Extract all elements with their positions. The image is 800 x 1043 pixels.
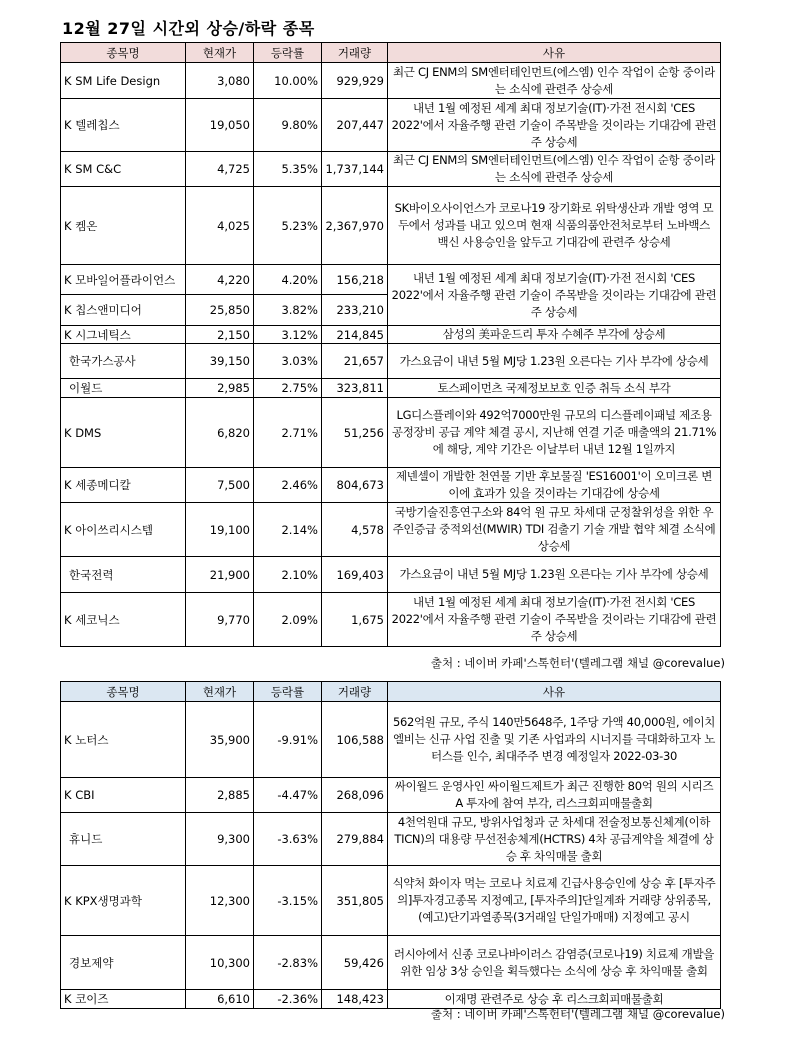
stock-reason: 제넨셀이 개발한 천연물 기반 후보물질 'ES16001'이 오미크론 변이에 효과가 있을 것이라는 기대감에 상승세 bbox=[388, 468, 721, 503]
table-row bbox=[61, 593, 721, 647]
table-row bbox=[61, 398, 721, 468]
stock-volume: 214,845 bbox=[322, 326, 388, 344]
stock-change: -9.91% bbox=[254, 702, 322, 778]
stock-change: 5.35% bbox=[254, 152, 322, 187]
stock-price: 19,100 bbox=[186, 503, 254, 557]
losers-table bbox=[60, 681, 721, 1009]
stock-change: 2.71% bbox=[254, 398, 322, 468]
stock-volume: 169,403 bbox=[322, 557, 388, 593]
stock-price: 2,150 bbox=[186, 326, 254, 344]
stock-reason: 562억원 규모, 주식 140만5648주, 1주당 가액 40,000원, 에이치엘비는 신규 사업 진출 및 기존 사업과의 시너지를 극대화하고자 노터스를 인수, 최대주주 변경 예정일자 2022-03-30 bbox=[388, 702, 721, 778]
stock-volume: 106,588 bbox=[322, 702, 388, 778]
stock-name: K 세종메디칼 bbox=[61, 468, 186, 503]
stock-price: 10,300 bbox=[186, 936, 254, 990]
stock-change: 2.46% bbox=[254, 468, 322, 503]
stock-reason: 가스요금이 내년 5월 MJ당 1.23원 오른다는 기사 부각에 상승세 bbox=[388, 557, 721, 593]
stock-name: K KPX생명과학 bbox=[61, 866, 186, 936]
stock-name: 휴니드 bbox=[61, 813, 186, 866]
header-reason: 사유 bbox=[388, 43, 721, 63]
stock-name: K 텔레칩스 bbox=[61, 99, 186, 152]
stock-reason: 최근 CJ ENM의 SM엔터테인먼트(에스엠) 인수 작업이 순항 중이라는 소식에 관련주 상승세 bbox=[388, 152, 721, 187]
stock-name: K 켐온 bbox=[61, 187, 186, 265]
header-change: 등락률 bbox=[254, 682, 322, 702]
stock-volume: 804,673 bbox=[322, 468, 388, 503]
page-title: 12월 27일 시간외 상승/하락 종목 bbox=[62, 19, 315, 38]
header-volume: 거래량 bbox=[322, 682, 388, 702]
stock-volume: 279,884 bbox=[322, 813, 388, 866]
stock-volume: 323,811 bbox=[322, 379, 388, 398]
table-row bbox=[61, 63, 721, 99]
table-row bbox=[61, 326, 721, 344]
stock-name: K 세코닉스 bbox=[61, 593, 186, 647]
stock-reason: 내년 1월 예정된 세계 최대 정보기술(IT)·가전 전시회 'CES 2022'에서 자율주행 관련 기술이 주목받을 것이라는 기대감에 관련주 상승세 bbox=[388, 99, 721, 152]
stock-price: 4,025 bbox=[186, 187, 254, 265]
stock-reason: 가스요금이 내년 5월 MJ당 1.23원 오른다는 기사 부각에 상승세 bbox=[388, 344, 721, 379]
stock-volume: 4,578 bbox=[322, 503, 388, 557]
stock-volume: 148,423 bbox=[322, 990, 388, 1009]
stock-change: 3.12% bbox=[254, 326, 322, 344]
stock-reason: 내년 1월 예정된 세계 최대 정보기술(IT)·가전 전시회 'CES 2022'에서 자율주행 관련 기술이 주목받을 것이라는 기대감에 관련주 상승세 bbox=[388, 593, 721, 647]
stock-change: 2.10% bbox=[254, 557, 322, 593]
header-volume: 거래량 bbox=[322, 43, 388, 63]
stock-reason: 삼성의 美파운드리 투자 수혜주 부각에 상승세 bbox=[388, 326, 721, 344]
stock-name: 이월드 bbox=[61, 379, 186, 398]
stock-change: 5.23% bbox=[254, 187, 322, 265]
stock-volume: 207,447 bbox=[322, 99, 388, 152]
stock-change: -2.36% bbox=[254, 990, 322, 1009]
stock-price: 2,885 bbox=[186, 778, 254, 813]
table-row bbox=[61, 468, 721, 503]
table-row bbox=[61, 265, 721, 295]
stock-change: -2.83% bbox=[254, 936, 322, 990]
stock-reason: 토스페이먼츠 국제정보보호 인증 취득 소식 부각 bbox=[388, 379, 721, 398]
table-row bbox=[61, 344, 721, 379]
stock-price: 19,050 bbox=[186, 99, 254, 152]
stock-volume: 21,657 bbox=[322, 344, 388, 379]
stock-change: 2.09% bbox=[254, 593, 322, 647]
stock-volume: 1,737,144 bbox=[322, 152, 388, 187]
table-row bbox=[61, 557, 721, 593]
stock-reason: 최근 CJ ENM의 SM엔터테인먼트(에스엠) 인수 작업이 순항 중이라는 소식에 관련주 상승세 bbox=[388, 63, 721, 99]
stock-change: 3.82% bbox=[254, 295, 322, 326]
stock-name: K CBI bbox=[61, 778, 186, 813]
stock-price: 6,820 bbox=[186, 398, 254, 468]
stock-change: 2.14% bbox=[254, 503, 322, 557]
stock-reason: 러시아에서 신종 코로나바이러스 감염증(코로나19) 치료제 개발을 위한 임상 3상 승인을 획득했다는 소식에 상승 후 차익매물 출회 bbox=[388, 936, 721, 990]
stock-name: K SM Life Design bbox=[61, 63, 186, 99]
stock-volume: 233,210 bbox=[322, 295, 388, 326]
stock-price: 9,300 bbox=[186, 813, 254, 866]
gainers-table bbox=[60, 42, 721, 647]
stock-name: K 시그네틱스 bbox=[61, 326, 186, 344]
header-reason: 사유 bbox=[388, 682, 721, 702]
stock-reason: 식약처 화이자 먹는 코로나 치료제 긴급사용승인에 상승 후 [투자주의]투자경고종목 지정예고, [투자주의]단일계좌 거래량 상위종목, (예고)단기과열종목(3거래일 단일가매매) 지정예고 공시 bbox=[388, 866, 721, 936]
stock-name: K 노터스 bbox=[61, 702, 186, 778]
stock-name: 한국가스공사 bbox=[61, 344, 186, 379]
stock-volume: 929,929 bbox=[322, 63, 388, 99]
stock-name: K SM C&C bbox=[61, 152, 186, 187]
table-row bbox=[61, 379, 721, 398]
stock-price: 4,220 bbox=[186, 265, 254, 295]
table-row bbox=[61, 778, 721, 813]
table-row bbox=[61, 503, 721, 557]
table-row bbox=[61, 866, 721, 936]
stock-volume: 268,096 bbox=[322, 778, 388, 813]
stock-reason: LG디스플레이와 492억7000만원 규모의 디스플레이패널 제조용 공정장비 공급 계약 체결 공시, 지난해 연결 기준 매출액의 21.71%에 해당, 계약 기간은 이날부터 내년 12월 1일까지 bbox=[388, 398, 721, 468]
stock-price: 6,610 bbox=[186, 990, 254, 1009]
header-name: 종목명 bbox=[61, 682, 186, 702]
table-header bbox=[61, 682, 721, 702]
stock-change: -4.47% bbox=[254, 778, 322, 813]
stock-price: 21,900 bbox=[186, 557, 254, 593]
stock-change: 10.00% bbox=[254, 63, 322, 99]
stock-name: 한국전력 bbox=[61, 557, 186, 593]
stock-name: K 모바일어플라이언스 bbox=[61, 265, 186, 295]
header-price: 현재가 bbox=[186, 43, 254, 63]
header-change: 등락률 bbox=[254, 43, 322, 63]
stock-price: 3,080 bbox=[186, 63, 254, 99]
table-row bbox=[61, 936, 721, 990]
header-name: 종목명 bbox=[61, 43, 186, 63]
stock-price: 35,900 bbox=[186, 702, 254, 778]
stock-price: 12,300 bbox=[186, 866, 254, 936]
stock-reason: 이재명 관련주로 상승 후 리스크회피매물출회 bbox=[388, 990, 721, 1009]
table-row bbox=[61, 187, 721, 265]
stock-reason: SK바이오사이언스가 코로나19 장기화로 위탁생산과 개발 영역 모두에서 성과를 내고 있으며 현재 식품의품안전처로부터 노바백스 백신 사용승인을 앞두고 기대감에 관련주 상승세 bbox=[388, 187, 721, 265]
stock-price: 39,150 bbox=[186, 344, 254, 379]
stock-reason: 4천억원대 규모, 방위사업청과 군 차세대 전술정보통신체계(이하 TICN)의 대용량 무선전송체계(HCTRS) 4차 공급계약을 체결에 상승 후 차익매물 출회 bbox=[388, 813, 721, 866]
stock-reason: 싸이월드 운영사인 싸이월드제트가 최근 진행한 80억 원의 시리즈A 투자에 참여 부각, 리스크회피매물출회 bbox=[388, 778, 721, 813]
table-row bbox=[61, 152, 721, 187]
stock-change: 4.20% bbox=[254, 265, 322, 295]
stock-volume: 351,805 bbox=[322, 866, 388, 936]
header-price: 현재가 bbox=[186, 682, 254, 702]
stock-name: K 칩스앤미디어 bbox=[61, 295, 186, 326]
stock-price: 4,725 bbox=[186, 152, 254, 187]
table-header bbox=[61, 43, 721, 63]
stock-name: K 아이쓰리시스템 bbox=[61, 503, 186, 557]
stock-reason: 내년 1월 예정된 세계 최대 정보기술(IT)·가전 전시회 'CES 2022'에서 자율주행 관련 기술이 주목받을 것이라는 기대감에 관련주 상승세 bbox=[388, 265, 721, 326]
stock-volume: 59,426 bbox=[322, 936, 388, 990]
table-row bbox=[61, 813, 721, 866]
stock-change: -3.63% bbox=[254, 813, 322, 866]
stock-price: 2,985 bbox=[186, 379, 254, 398]
stock-price: 7,500 bbox=[186, 468, 254, 503]
source-note: 출처 : 네이버 카페'스톡헌터'(텔레그램 채널 @corevalue) bbox=[430, 1007, 725, 1021]
table-row bbox=[61, 99, 721, 152]
stock-name: K DMS bbox=[61, 398, 186, 468]
source-note: 출처 : 네이버 카페'스톡헌터'(텔레그램 채널 @corevalue) bbox=[430, 656, 725, 670]
stock-name: 경보제약 bbox=[61, 936, 186, 990]
stock-price: 25,850 bbox=[186, 295, 254, 326]
stock-volume: 51,256 bbox=[322, 398, 388, 468]
stock-volume: 1,675 bbox=[322, 593, 388, 647]
stock-price: 9,770 bbox=[186, 593, 254, 647]
stock-name: K 코이즈 bbox=[61, 990, 186, 1009]
stock-change: 2.75% bbox=[254, 379, 322, 398]
stock-change: 3.03% bbox=[254, 344, 322, 379]
stock-change: 9.80% bbox=[254, 99, 322, 152]
stock-volume: 2,367,970 bbox=[322, 187, 388, 265]
table-row bbox=[61, 702, 721, 778]
stock-change: -3.15% bbox=[254, 866, 322, 936]
stock-volume: 156,218 bbox=[322, 265, 388, 295]
stock-reason: 국방기술진흥연구소와 84억 원 규모 차세대 군정찰위성을 위한 우주인증급 중적외선(MWIR) TDI 검출기 기술 개발 협약 체결 소식에 상승세 bbox=[388, 503, 721, 557]
